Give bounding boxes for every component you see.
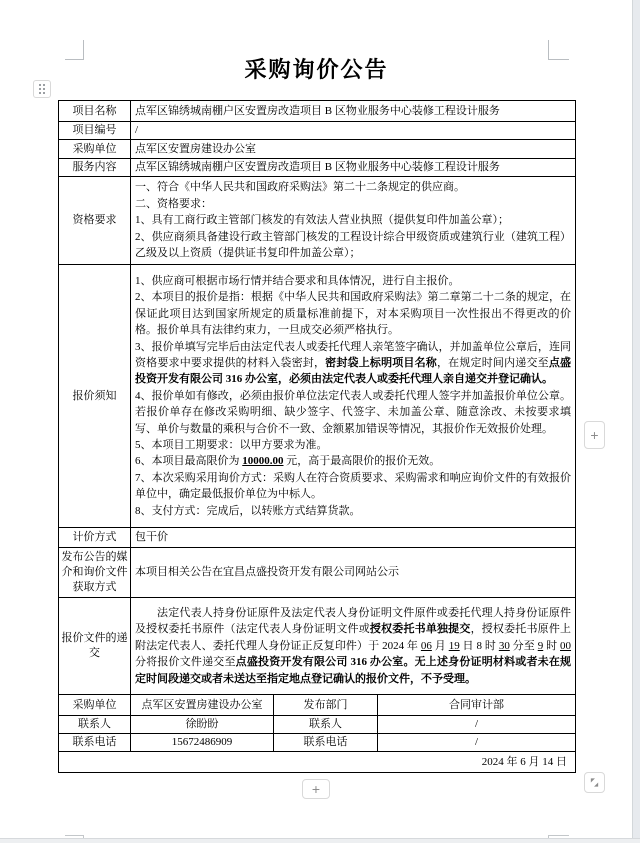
table-row-qualification-requirements	[59, 177, 576, 265]
row-label[interactable]: 发布公告的媒介和询价文件获取方式	[59, 548, 131, 598]
table-row-footer-contacts	[59, 716, 576, 734]
footer-cell[interactable]: 采购单位	[59, 695, 131, 716]
plus-icon: +	[311, 781, 321, 797]
table-row-project-name	[59, 101, 576, 122]
add-row-button[interactable]	[302, 779, 330, 799]
row-content[interactable]: 点军区锦绣城南棚户区安置房改造项目 B 区物业服务中心装修工程设计服务	[131, 159, 576, 177]
row-content[interactable]: /	[131, 122, 576, 140]
row-label[interactable]: 报价文件的递交	[59, 598, 131, 695]
footer-cell[interactable]: 联系人	[59, 716, 131, 734]
drag-handle-dots-icon	[39, 84, 45, 94]
table-row-pricing-method	[59, 528, 576, 548]
footer-cell[interactable]: /	[378, 734, 576, 752]
table-row-document-submission	[59, 598, 576, 695]
add-column-button[interactable]	[584, 421, 605, 449]
row-label[interactable]: 计价方式	[59, 528, 131, 548]
row-label[interactable]: 项目编号	[59, 122, 131, 140]
row-label[interactable]: 采购单位	[59, 140, 131, 159]
row-content[interactable]: 1、供应商可根据市场行情并结合要求和具体情况，进行自主报价。 2、本项目的报价是指：根据《中华人民共和国政府采购法》第二章第二十二条的规定，在保证此项目达到国家所规定的质量标准前提下，对本采购项目一次性报出不得更改的价格。报价单具有法律约束力，一旦成交必须严格执行。 3、报价单填写完毕后由法定代表人或委托代理人亲笔签字确认，并加盖单位公章后，连同资格要求中要求提供的材料入袋密封，密封袋上标明项目名称，在规定时间内递交至点盛投资开发有限公司 316 办公室，必须由法定代表人或委托代理人亲自递交并登记确认。 4、报价单如有修改，必须由报价单位法定代表人或委托代理人签字并加盖报价单位公章。若报价单存在修改采购明细、缺少签字、代签字、未加盖公章、随意涂改、未按要求填写、单价与数量的乘积与合价不一致、金额累加错误等情况，其报价作无效报价处理。 5、本项目工期要求：以甲方要求为准。 6、本项目最高限价为 10000.00 元，高于最高限价的报价无效。 7、本次采购采用询价方式：采购人在符合资质要求、采购需求和响应询价文件的有效报价单位中，确定最低报价单位为中标人。 8、支付方式：完成后，以转账方式结算货款。	[131, 265, 576, 528]
footer-cell[interactable]: /	[378, 716, 576, 734]
diagonal-resize-icon	[589, 777, 600, 788]
plus-icon: +	[590, 427, 599, 443]
footer-cell[interactable]: 联系电话	[274, 734, 378, 752]
row-label[interactable]: 报价须知	[59, 265, 131, 528]
footer-cell[interactable]: 联系人	[274, 716, 378, 734]
footer-cell[interactable]: 15672486909	[131, 734, 274, 752]
table-row-service-content	[59, 159, 576, 177]
row-label[interactable]: 服务内容	[59, 159, 131, 177]
table-row-footer-units	[59, 695, 576, 716]
date-text[interactable]: 2024 年 6 月 14 日	[59, 752, 576, 773]
table-row-purchasing-unit	[59, 140, 576, 159]
footer-cell[interactable]: 联系电话	[59, 734, 131, 752]
row-label[interactable]: 项目名称	[59, 101, 131, 122]
app-background-right	[633, 0, 640, 838]
row-content[interactable]: 包干价	[131, 528, 576, 548]
footer-cell[interactable]: 点军区安置房建设办公室	[131, 695, 274, 716]
row-label[interactable]: 资格要求	[59, 177, 131, 265]
row-content[interactable]: 法定代表人持身份证原件及法定代表人身份证明文件原件或委托代理人持身份证原件及授权委托书原件（法定代表人身份证明文件或授权委托书单独提交，授权委托书原件上附法定代表人、委托代理人身份证正反复印件）于 2024 年 06 月 19 日 8 时 30 分至 9 时 00 分将报价文件递交至点盛投资开发有限公司 316 办公室。无上述身份证明材料或者未在规定时间段递交或者未送达至指定地点登记确认的报价文件，不予受理。	[131, 598, 576, 695]
table-drag-handle[interactable]	[33, 80, 51, 98]
footer-cell[interactable]: 合同审计部	[378, 695, 576, 716]
table-row-project-number	[59, 122, 576, 140]
table-row-quotation-notes	[59, 265, 576, 528]
footer-cell[interactable]: 徐盼盼	[131, 716, 274, 734]
app-background-bottom	[0, 838, 640, 843]
row-content[interactable]: 点军区锦绣城南棚户区安置房改造项目 B 区物业服务中心装修工程设计服务	[131, 101, 576, 122]
table-row-date	[59, 752, 576, 773]
fit-table-button[interactable]	[584, 772, 605, 793]
row-content[interactable]: 本项目相关公告在宜昌点盛投资开发有限公司网站公示	[131, 548, 576, 598]
table-row-announcement-media	[59, 548, 576, 598]
table-row-footer-phones	[59, 734, 576, 752]
announcement-table	[58, 100, 576, 773]
row-content[interactable]: 一、符合《中华人民共和国政府采购法》第二十二条规定的供应商。 二、资格要求： 1、具有工商行政主管部门核发的有效法人营业执照（提供复印件加盖公章）； 2、供应商须具备建设行政主管部门核发的工程设计综合甲级资质或建筑行业（建筑工程）乙级及以上资质（提供证书复印件加盖公章）；	[131, 177, 576, 265]
document-title[interactable]: 采购询价公告	[244, 57, 389, 82]
footer-cell[interactable]: 发布部门	[274, 695, 378, 716]
row-content[interactable]: 点军区安置房建设办公室	[131, 140, 576, 159]
